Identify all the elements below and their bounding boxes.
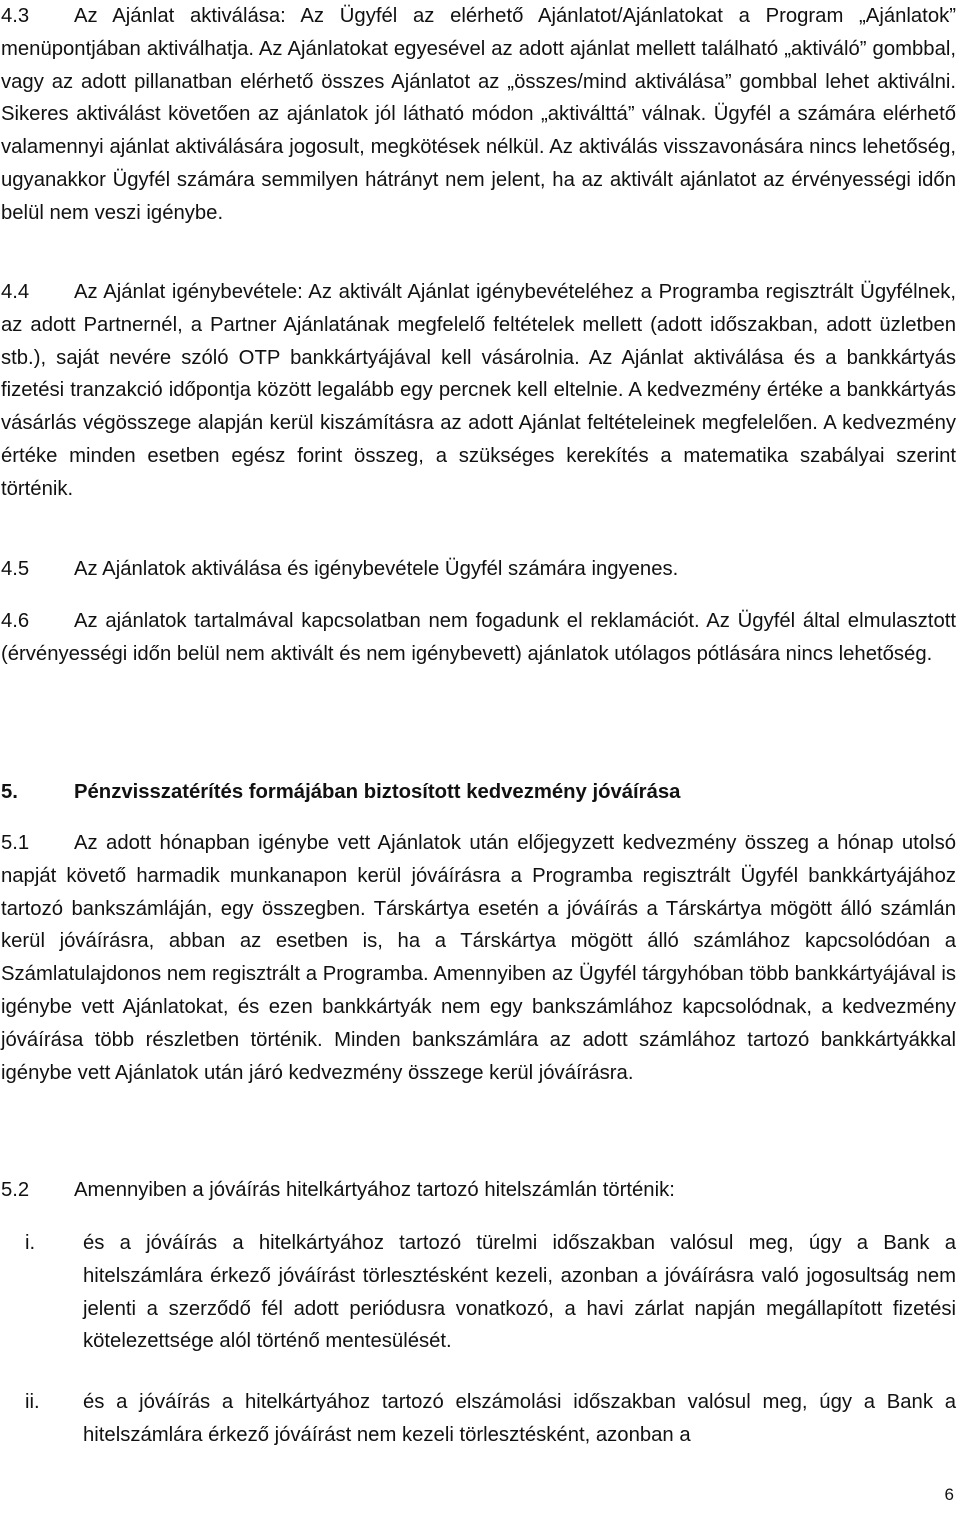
section-text: Az Ajánlat igénybevétele: Az aktivált Ajánlat igénybevételéhez a Programba regisztrált Ügyfélnek, az adott Partnernél, a Partner Ajánlatának megfelelő feltételek mellett (adott időszakban, adott üzletben stb.), saját nevére szóló OTP bankkártyájával kell vásárolnia. Az Ajánlat aktiválása és a bankkártyás fizetési tranzakció időpontja között legalább egy percnek kell eltelnie. A kedvezmény értéke a bankkártyás vásárlás végösszege alapján kerül kiszámításra az adott Ajánlat feltételeinek megfelelően. A kedvezmény értéke minden esetben egész forint összeg, a szükséges kerekítés a matematika szabályai szerint történik. <box>1 281 956 500</box>
section-number: 5.1 <box>1 832 30 854</box>
list-item <box>1 1227 956 1358</box>
section-4-5 <box>1 553 956 586</box>
section-number: 4.6 <box>1 610 30 632</box>
section-5-1 <box>1 827 956 1089</box>
section-number: 4.5 <box>1 558 30 580</box>
list-item-text: és a jóváírás a hitelkártyához tartozó elszámolási időszakban valósul meg, úgy a Bank a hitelszámlára érkező jóváírást nem kezeli törlesztésként, azonban a <box>83 1391 956 1446</box>
section-4-3 <box>1 0 956 230</box>
section-number: 4.4 <box>1 281 30 303</box>
list-marker: ii. <box>25 1391 40 1413</box>
section-text: Az Ajánlat aktiválása: Az Ügyfél az elérhető Ajánlatot/Ajánlatokat a Program „Ajánlatok” menüpontjában aktiválhatja. Az Ajánlatokat egyesével az adott ajánlat mellett található „aktiváló” gombbal, vagy az adott pillanatban elérhető összes Ajánlatot az „összes/mind aktiválása” gombbal lehet aktiválni. Sikeres aktiválást követően az ajánlatok jól látható módon „aktiválttá” válnak. Ügyfél a számára elérhető valamennyi ajánlat aktiválására jogosult, megkötések nélkül. Az aktiválás visszavonására nincs lehetőség, ugyanakkor Ügyfél számára semmilyen hátrányt nem jelent, ha az aktivált ajánlatot az érvényességi időn belül nem veszi igénybe. <box>1 5 956 224</box>
section-number: 4.3 <box>1 5 30 27</box>
list-item-text: és a jóváírás a hitelkártyához tartozó türelmi időszakban valósul meg, úgy a Bank a hitelszámlára érkező jóváírást törlesztésként kezeli, azonban a jóváírásra való jogosultság nem jelenti a szerződő fél adott periódusra vonatkozó, a havi zárlat napján megállapított fizetési kötelezettsége alól történő mentesülését. <box>83 1232 956 1353</box>
section-text: Az Ajánlatok aktiválása és igénybevétele Ügyfél számára ingyenes. <box>74 558 679 580</box>
section-4-4 <box>1 276 956 506</box>
section-4-6 <box>1 605 956 671</box>
section-text: Amennyiben a jóváírás hitelkártyához tartozó hitelszámlán történik: <box>74 1179 675 1201</box>
section-5-2 <box>1 1174 956 1207</box>
section-heading-text: Pénzvisszatérítés formájában biztosított kedvezmény jóváírása <box>74 781 681 803</box>
section-number: 5.2 <box>1 1179 30 1201</box>
page-number: 6 <box>944 1485 954 1504</box>
section-5-heading <box>1 776 956 809</box>
list-marker: i. <box>25 1232 36 1254</box>
section-number: 5. <box>1 781 18 803</box>
section-text: Az ajánlatok tartalmával kapcsolatban nem fogadunk el reklamációt. Az Ügyfél által elmulasztott (érvényességi időn belül nem aktivált és nem igénybevett) ajánlatok utólagos pótlására nincs lehetőség. <box>1 610 956 665</box>
list-item <box>1 1386 956 1452</box>
section-text: Az adott hónapban igénybe vett Ajánlatok után előjegyzett kedvezmény összeg a hónap utolsó napját követő harmadik munkanapon kerül jóváírásra a Programba regisztrált Ügyfél bankkártyájához tartozó bankszámláján, egy összegben. Társkártya esetén a jóváírás a Társkártya mögött álló számlán kerül jóváírásra, abban az esetben is, ha a Társkártya mögött álló számlához kapcsolódóan a Számlatulajdonos nem regisztrált a Programba. Amennyiben az Ügyfél tárgyhóban több bankkártyájával is igénybe vett Ajánlatokat, és ezen bankkártyák nem egy bankszámlához kapcsolódnak, a kedvezmény jóváírása több részletben történik. Minden bankszámlára az adott számlához tartozó bankkártyákkal igénybe vett Ajánlatok után járó kedvezmény összege kerül jóváírásra. <box>1 832 956 1084</box>
